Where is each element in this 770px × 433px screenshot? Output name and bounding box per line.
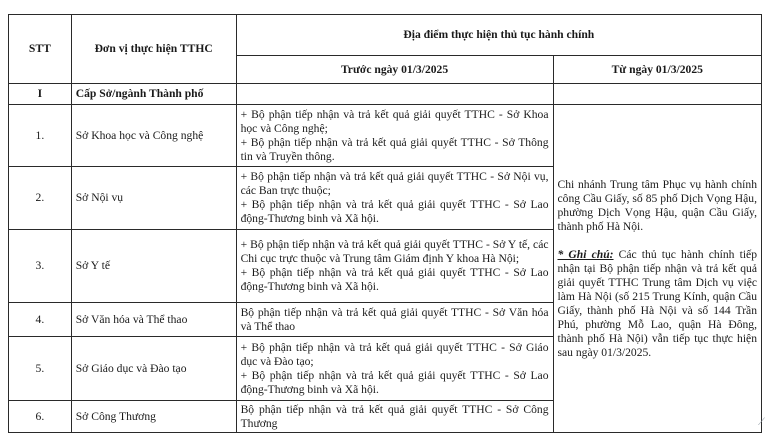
note-text: Các thủ tục hành chính tiếp nhận tại Bộ phận tiếp nhận và trả kết quả giải quyết TTHC Trung tâm Dịch vụ việc làm Hà Nội (số 215 Trung Kính, quận Cầu Giấy, thành phố Hà Nội và số 144 Trần Phú, phường Mỗ Lao, quận Hà Đông, thành phố Hà Nội) vẫn tiếp tục thực hiện sau ngày 01/3/2025. <box>557 247 757 359</box>
section-empty-cell <box>236 84 553 105</box>
row-unit: Sở Y tế <box>71 230 236 303</box>
admin-procedure-table <box>8 14 762 433</box>
header-before: Trước ngày 01/3/2025 <box>236 56 553 84</box>
row-number: 3. <box>9 230 72 303</box>
row-unit: Sở Giáo dục và Đào tạo <box>71 337 236 401</box>
row-before <box>236 401 553 433</box>
row-unit: Sở Khoa học và Công nghệ <box>71 105 236 167</box>
before-line: + Bộ phận tiếp nhận và trả kết quả giải quyết TTHC - Sở Lao động-Thương binh và Xã hội. <box>240 198 549 225</box>
row-unit: Sở Nội vụ <box>71 167 236 230</box>
before-line: Bộ phận tiếp nhận và trả kết quả giải quyết TTHC - Sở Công Thương <box>240 402 549 430</box>
row-before <box>236 167 553 230</box>
row-number: 5. <box>9 337 72 401</box>
note-label: * Ghi chú: <box>557 247 614 261</box>
header-after: Từ ngày 01/3/2025 <box>553 56 762 84</box>
header-location: Địa điểm thực hiện thủ tục hành chính <box>236 15 761 56</box>
row-unit: Sở Công Thương <box>71 401 236 433</box>
before-line: + Bộ phận tiếp nhận và trả kết quả giải quyết TTHC - Sở Giáo dục và Đào tạo; <box>240 340 549 368</box>
row-before <box>236 303 553 337</box>
row-before <box>236 105 553 167</box>
row-number: 1. <box>9 105 72 167</box>
resize-corner-icon: ⟋ <box>758 417 765 428</box>
row-unit: Sở Văn hóa và Thể thao <box>71 303 236 337</box>
before-line: + Bộ phận tiếp nhận và trả kết quả giải quyết TTHC - Sở Y tế, các Chi cục trực thuộc và Trung tâm Giám định Y khoa Hà Nội; <box>240 238 549 265</box>
before-line: + Bộ phận tiếp nhận và trả kết quả giải quyết TTHC - Sở Khoa học và Công nghệ; <box>240 107 549 135</box>
before-line: + Bộ phận tiếp nhận và trả kết quả giải quyết TTHC - Sở Thông tin và Truyền thông. <box>240 135 549 163</box>
after-main-text: Chi nhánh Trung tâm Phục vụ hành chính công Cầu Giấy, số 85 phố Dịch Vọng Hậu, phường Dịch Vọng Hậu, quận Cầu Giấy, thành phố Hà Nội. <box>557 177 757 233</box>
after-location-cell <box>553 105 762 433</box>
row-before <box>236 337 553 401</box>
section-title: Cấp Sở/ngành Thành phố <box>71 84 236 105</box>
before-line: + Bộ phận tiếp nhận và trả kết quả giải quyết TTHC - Sở Lao động-Thương binh và Xã hội. <box>240 266 549 293</box>
section-number: I <box>9 84 72 105</box>
before-line: Bộ phận tiếp nhận và trả kết quả giải quyết TTHC - Sở Văn hóa và Thể thao <box>240 305 549 333</box>
section-empty-cell <box>553 84 762 105</box>
row-number: 6. <box>9 401 72 433</box>
header-unit: Đơn vị thực hiện TTHC <box>71 15 236 84</box>
row-before <box>236 230 553 303</box>
header-stt: STT <box>9 15 72 84</box>
table-row <box>9 105 762 167</box>
before-line: + Bộ phận tiếp nhận và trả kết quả giải quyết TTHC - Sở Nội vụ, các Ban trực thuộc; <box>240 170 549 197</box>
row-number: 4. <box>9 303 72 337</box>
section-row <box>9 84 762 105</box>
after-note <box>558 248 758 360</box>
before-line: + Bộ phận tiếp nhận và trả kết quả giải quyết TTHC - Sở Lao động-Thương binh và Xã hội. <box>240 368 549 396</box>
row-number: 2. <box>9 167 72 230</box>
